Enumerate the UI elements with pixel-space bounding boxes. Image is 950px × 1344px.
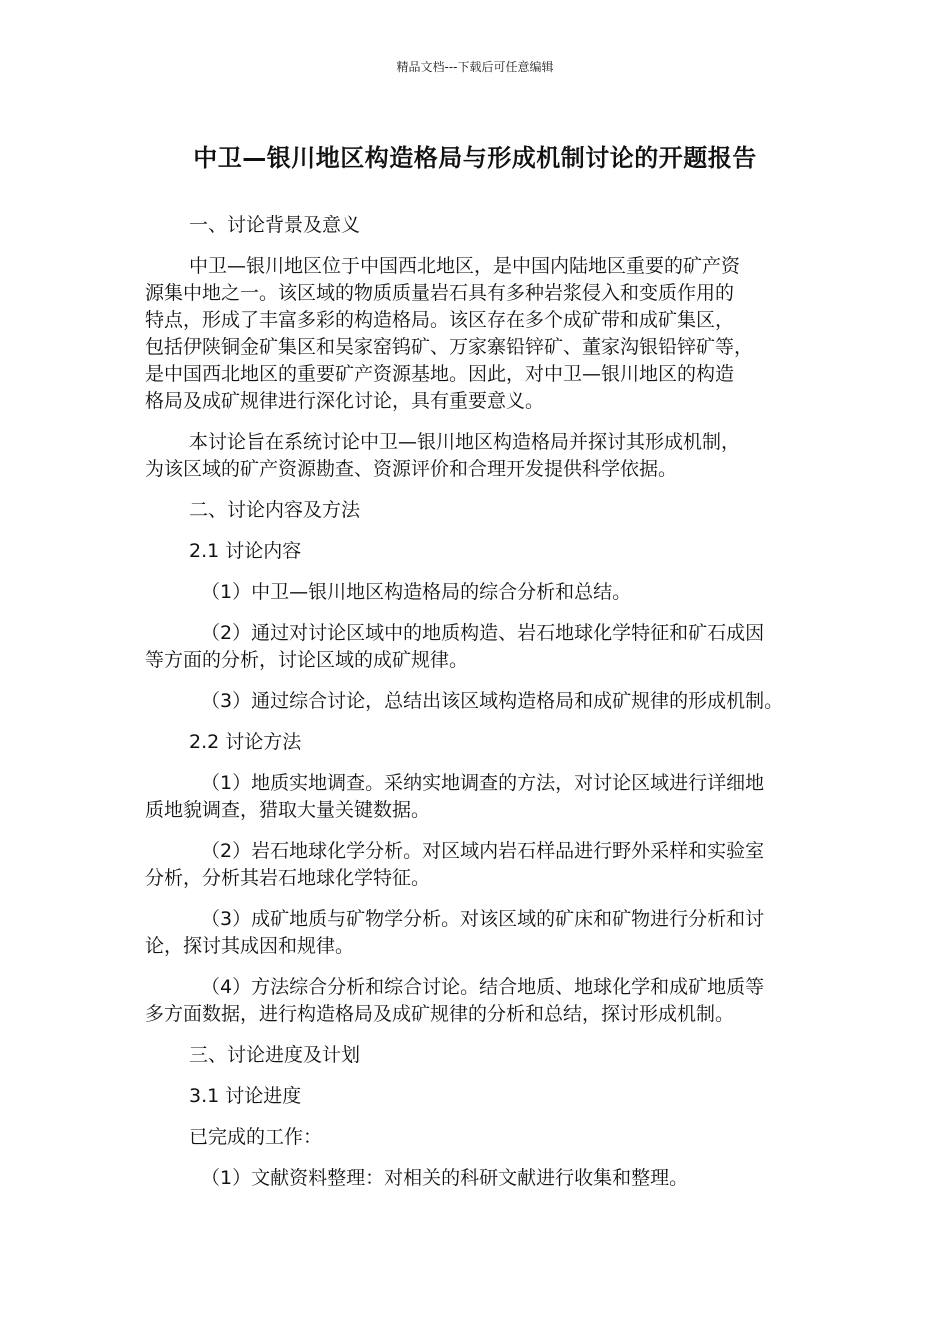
paragraph-line: （3）通过综合讨论，总结出该区域构造格局和成矿规律的形成机制。 — [201, 690, 784, 712]
paragraph-line: 二、讨论内容及方法 — [189, 499, 361, 521]
paragraph-line: （1）中卫—银川地区构造格局的综合分析和总结。 — [201, 581, 632, 603]
paragraph-line: 2.1 讨论内容 — [189, 540, 302, 562]
paragraph-line: 是中国西北地区的重要矿产资源基地。因此，对中卫—银川地区的构造 — [145, 363, 735, 385]
paragraph-line: 3.1 讨论进度 — [189, 1085, 302, 1107]
paragraph-line: （2）通过对讨论区域中的地质构造、岩石地球化学特征和矿石成因 — [201, 622, 765, 644]
paragraph-line: （1）地质实地调查。采纳实地调查的方法，对讨论区域进行详细地 — [201, 772, 765, 794]
paragraph-line: 等方面的分析，讨论区域的成矿规律。 — [145, 649, 469, 671]
paragraph-line: 中卫—银川地区位于中国西北地区，是中国内陆地区重要的矿产资 — [189, 255, 741, 277]
document-body — [145, 212, 815, 1206]
paragraph-line: 已完成的工作： — [189, 1126, 323, 1148]
paragraph-line: 论，探讨其成因和规律。 — [145, 935, 355, 957]
paragraph — [145, 253, 815, 415]
paragraph — [145, 688, 815, 715]
paragraph — [145, 1124, 815, 1151]
paragraph-line: 质地貌调查，猎取大量关键数据。 — [145, 799, 431, 821]
document-title: 中卫—银川地区构造格局与形成机制讨论的开题报告 — [193, 144, 757, 172]
paragraph-line: 源集中地之一。该区域的物质质量岩石具有多种岩浆侵入和变质作用的 — [145, 282, 735, 304]
paragraph-line: 三、讨论进度及计划 — [189, 1044, 361, 1066]
paragraph-line: 格局及成矿规律进行深化讨论，具有重要意义。 — [145, 390, 545, 412]
paragraph-line: 分析，分析其岩石地球化学特征。 — [145, 867, 431, 889]
paragraph — [145, 1042, 815, 1069]
paragraph-line: 特点，形成了丰富多彩的构造格局。该区存在多个成矿带和成矿集区， — [145, 309, 735, 331]
paragraph-line: 为该区域的矿产资源勘查、资源评价和合理开发提供科学依据。 — [145, 458, 678, 480]
paragraph — [145, 770, 815, 824]
paragraph — [145, 1083, 815, 1110]
paragraph — [145, 497, 815, 524]
paragraph-line: 多方面数据，进行构造格局及成矿规律的分析和总结，探讨形成机制。 — [145, 1003, 735, 1025]
paragraph — [145, 974, 815, 1028]
paragraph — [145, 729, 815, 756]
paragraph — [145, 906, 815, 960]
paragraph-line: 2.2 讨论方法 — [189, 731, 302, 753]
paragraph-line: （2）岩石地球化学分析。对区域内岩石样品进行野外采样和实验室 — [201, 840, 765, 862]
paragraph-line: 包括伊陕铜金矿集区和吴家窑钨矿、万家寨铅锌矿、董家沟银铅锌矿等， — [145, 336, 754, 358]
paragraph — [145, 429, 815, 483]
paragraph-line: 一、讨论背景及意义 — [189, 214, 361, 236]
paragraph — [145, 620, 815, 674]
paragraph-line: 本讨论旨在系统讨论中卫—银川地区构造格局并探讨其形成机制， — [189, 431, 741, 453]
paragraph-line: （1）文献资料整理：对相关的科研文献进行收集和整理。 — [201, 1167, 689, 1189]
paragraph — [145, 838, 815, 892]
paragraph-line: （4）方法综合分析和综合讨论。结合地质、地球化学和成矿地质等 — [201, 976, 765, 998]
paragraph — [145, 538, 815, 565]
paragraph — [145, 1165, 815, 1192]
paragraph — [145, 579, 815, 606]
paragraph — [145, 212, 815, 239]
header-note: 精品文档---下载后可任意编辑 — [396, 60, 554, 74]
paragraph-line: （3）成矿地质与矿物学分析。对该区域的矿床和矿物进行分析和讨 — [201, 908, 765, 930]
